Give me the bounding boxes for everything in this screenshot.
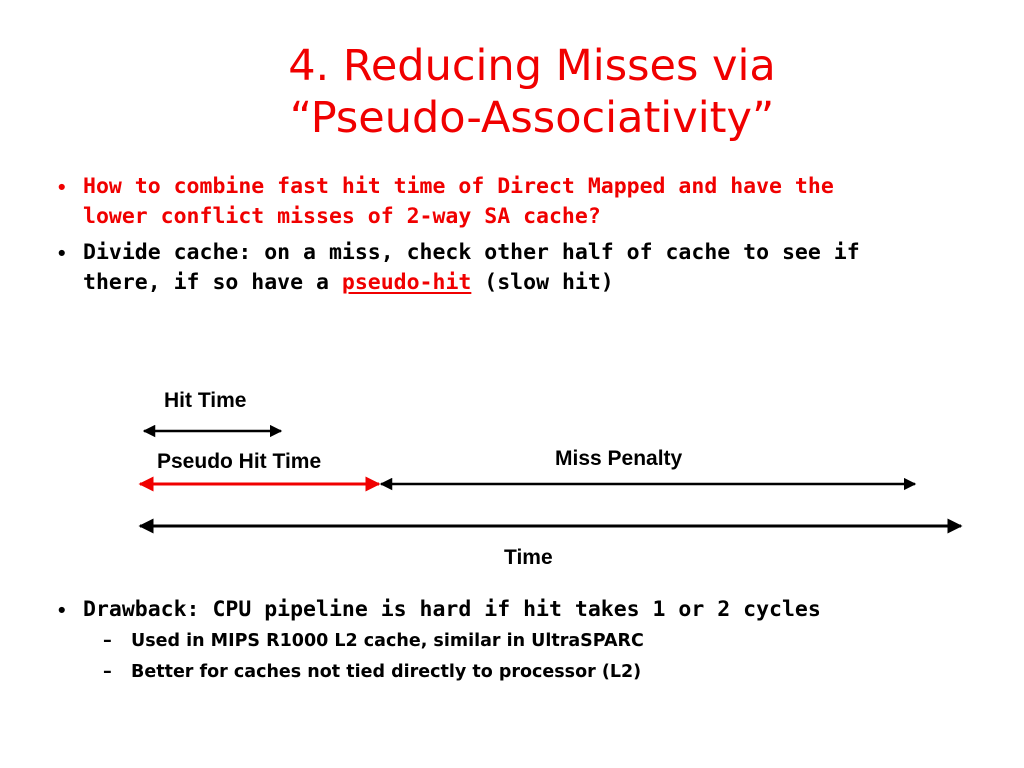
sub-bullet-text: Used in MIPS R1000 L2 cache, similar in UltraSPARC xyxy=(131,631,644,651)
bullet-dot: • xyxy=(58,175,66,199)
miss-penalty-label: Miss Penalty xyxy=(555,447,683,470)
pseudo-hit-term: pseudo-hit xyxy=(341,270,472,295)
bullet-text-suffix: (slow hit) xyxy=(471,270,614,295)
sub-bullet-dash: – xyxy=(103,631,112,651)
bullet-text-line-1: How to combine fast hit time of Direct Mapped and have the xyxy=(83,174,834,199)
sub-bullet-text: Better for caches not tied directly to processor (L2) xyxy=(131,662,642,682)
title-line-2: “Pseudo-Associativity” xyxy=(289,93,775,143)
title-line-1: 4. Reducing Misses via xyxy=(288,41,776,91)
bullet-dot: • xyxy=(58,241,66,265)
bullet-dot: • xyxy=(58,598,66,622)
time-axis-label: Time xyxy=(504,546,553,569)
bullet-text-line-2: lower conflict misses of 2-way SA cache? xyxy=(83,204,601,229)
hit-time-label: Hit Time xyxy=(164,389,247,412)
bullet-text-prefix: there, if so have a xyxy=(83,270,342,295)
sub-bullet-dash: – xyxy=(103,662,112,682)
bullet-text-line-1: Drawback: CPU pipeline is hard if hit takes 1 or 2 cycles xyxy=(83,597,821,622)
pseudo-hit-time-label: Pseudo Hit Time xyxy=(157,450,322,473)
bullet-text-line-1: Divide cache: on a miss, check other half of cache to see if xyxy=(83,240,860,265)
